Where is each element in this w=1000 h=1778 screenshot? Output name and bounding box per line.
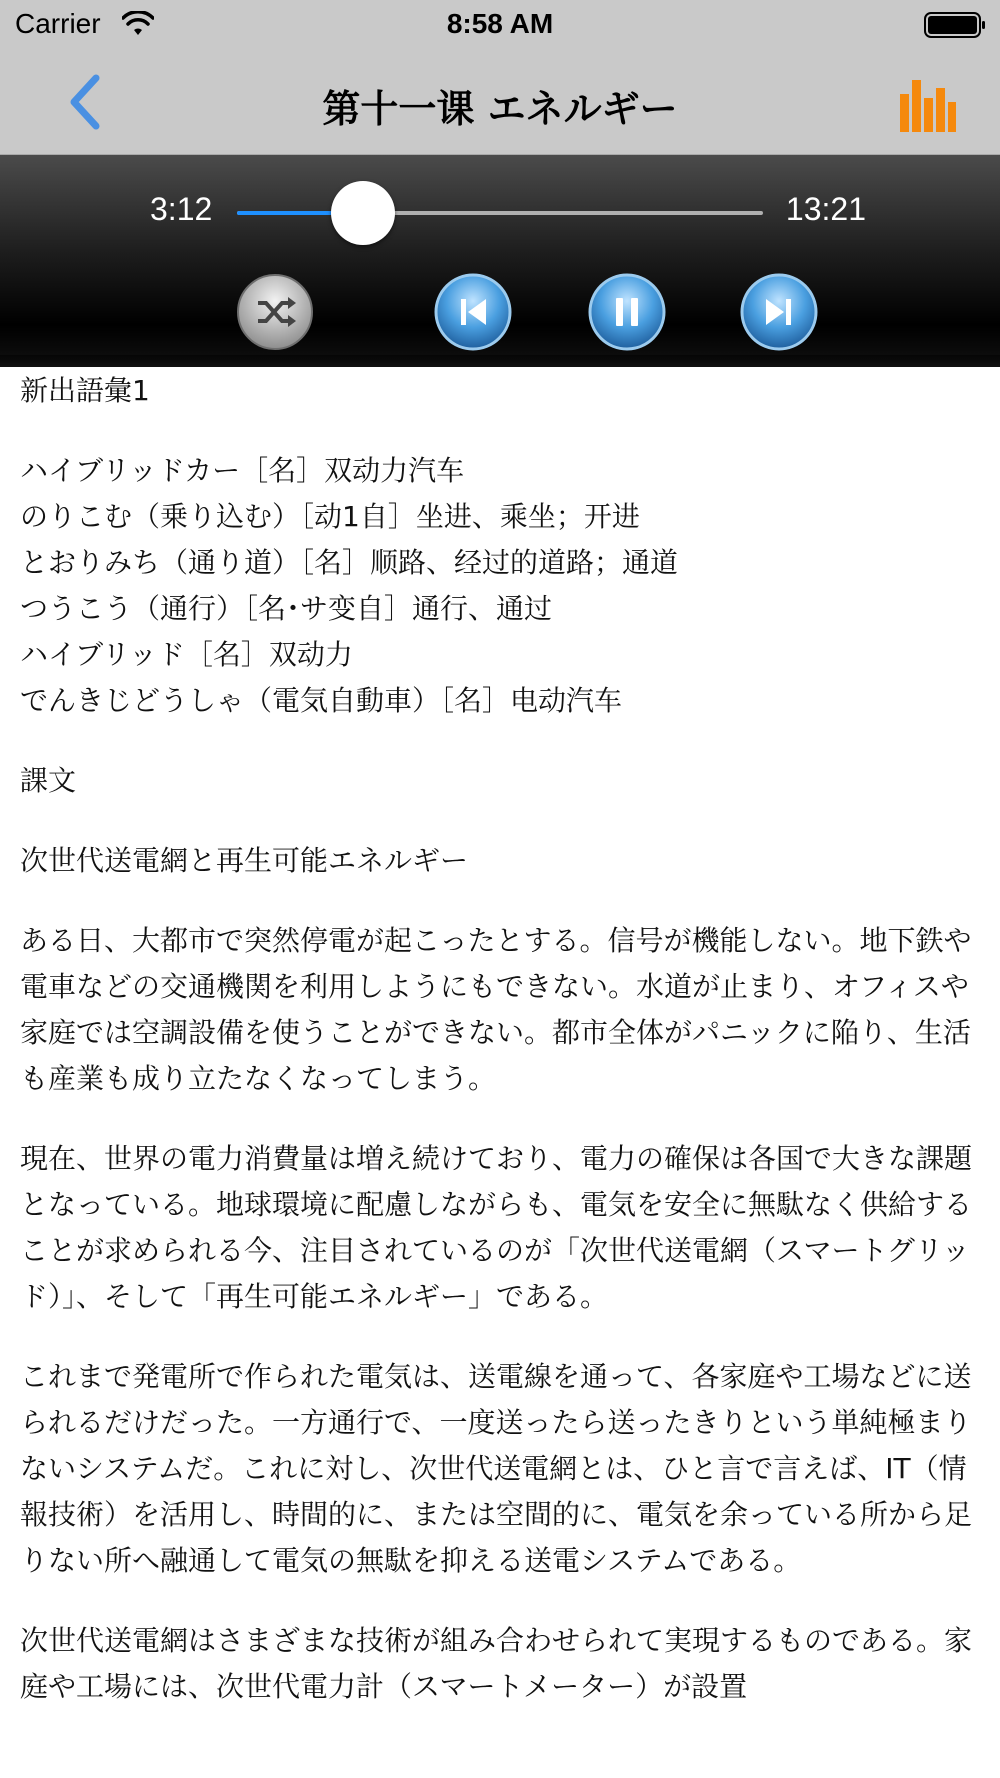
- paragraph: これまで発電所で作られた電気は、送電線を通って、各家庭や工場などに送られるだけだった。一方通行で、一度送ったら送ったきりという単純極まりないシステムだ。これに対し、次世代送電網とは、ひと言で言えば、IT（情報技術）を活用し、時間的に、または空間的に、電気を余っている所から足りない所へ融通して電気の無駄を抑える送電システムである。: [20, 1360, 973, 1577]
- playlist-bars-icon[interactable]: [900, 80, 956, 132]
- player-shadow: [0, 355, 1000, 367]
- pause-icon[interactable]: [588, 273, 666, 351]
- vocab-item: のりこむ（乗り込む）［动1自］坐进、乘坐；开进: [20, 500, 640, 533]
- status-time: 8:58 AM: [446, 8, 554, 39]
- current-time: 3:12: [150, 191, 213, 227]
- vocab-item: ハイブリッド［名］双动力: [20, 638, 353, 671]
- next-track-icon[interactable]: [740, 273, 818, 351]
- vocab-item: ハイブリッドカー［名］双动力汽车: [20, 454, 465, 487]
- vocab-item: でんきじどうしゃ（電気自動車）［名］电动汽车: [20, 684, 623, 717]
- paragraph: 次世代送電網はさまざまな技術が組み合わせられて実現するものである。家庭や工場には、次世代電力計（スマートメーター）が設置: [20, 1624, 973, 1703]
- paragraph: ある日、大都市で突然停電が起こったとする。信号が機能しない。地下鉄や電車などの交通機関を利用しようにもできない。水道が止まり、オフィスや家庭では空調設備を使うことができない。都市全体がパニックに陥り、生活も産業も成り立たなくなってしまう。: [20, 924, 972, 1095]
- battery-icon: [924, 12, 986, 38]
- shuffle-icon[interactable]: [236, 273, 314, 351]
- progress-thumb[interactable]: [331, 181, 395, 245]
- page-title: 第十一课 エネルギー: [322, 87, 678, 131]
- vocab-heading: 新出語彙1: [20, 374, 150, 407]
- vocab-item: とおりみち（通り道）［名］顺路、经过的道路；通道: [20, 546, 679, 579]
- carrier-label: Carrier: [15, 8, 101, 39]
- previous-track-icon[interactable]: [434, 273, 512, 351]
- text-heading: 課文: [20, 764, 77, 797]
- progress-slider[interactable]: [237, 211, 763, 215]
- paragraph: 現在、世界の電力消費量は増え続けており、電力の確保は各国で大きな課題となっている。地球環境に配慮しながらも、電気を安全に無駄なく供給することが求められる今、注目されているのが「次世代送電網（スマートグリッド）」、そして「再生可能エネルギー」である。: [20, 1142, 973, 1313]
- total-time: 13:21: [785, 191, 866, 227]
- article-title: 次世代送電網と再生可能エネルギー: [20, 844, 469, 877]
- vocab-list: [20, 448, 980, 724]
- nav-bar: [0, 50, 1000, 155]
- audio-player: [0, 155, 1000, 367]
- lesson-content: [20, 368, 980, 1744]
- status-bar: [0, 0, 1000, 50]
- vocab-item: つうこう（通行）［名･サ变自］通行、通过: [20, 592, 553, 625]
